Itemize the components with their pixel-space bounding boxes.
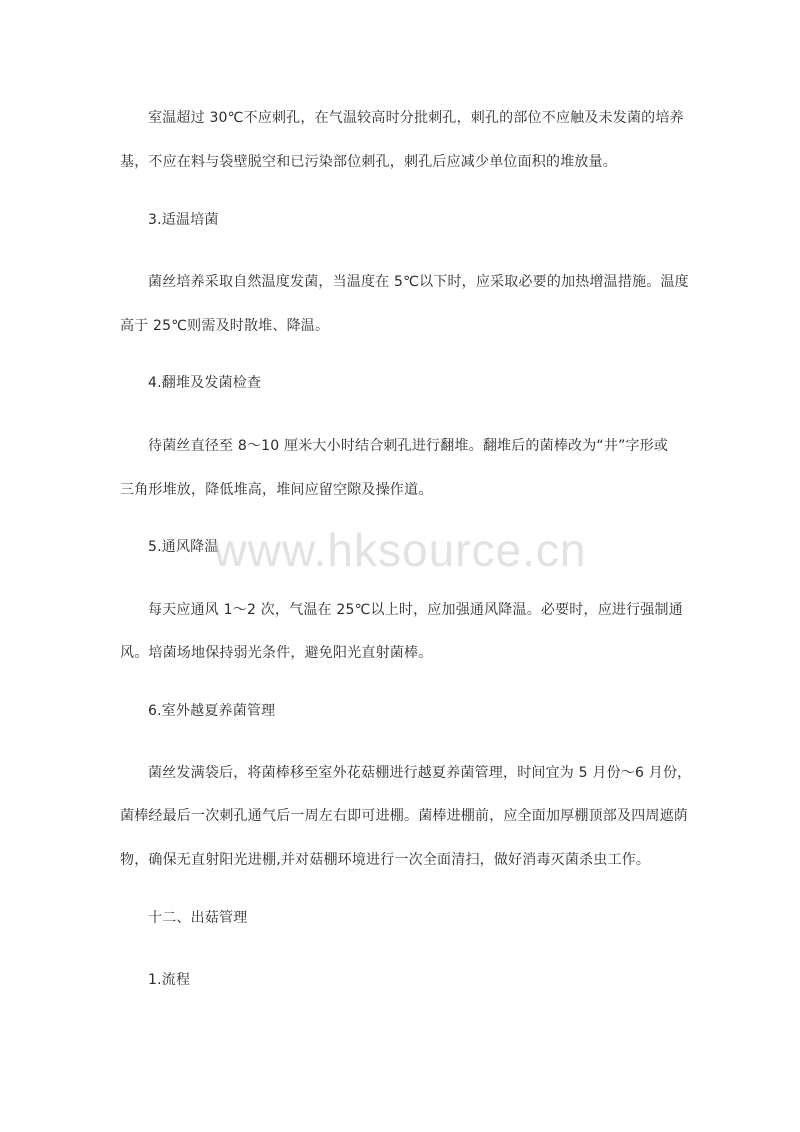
paragraph-line: 待菌丝直径至 8～10 厘米大小时结合刺孔进行翻堆。翻堆后的菌棒改为“井”字形或 (148, 438, 669, 454)
paragraph-line: 菌丝培养采取自然温度发菌，当温度在 5℃以下时，应采取必要的加热增温措施。温度 (148, 274, 689, 290)
chapter-heading: 十二、出菇管理 (148, 910, 248, 926)
paragraph-line: 菌棒经最后一次刺孔通气后一周左右即可进棚。菌棒进棚前，应全面加厚棚顶部及四周遮荫 (120, 808, 688, 824)
section-heading: 6.室外越夏养菌管理 (148, 703, 276, 719)
paragraph-line: 基，不应在料与袋壁脱空和已污染部位刺孔，刺孔后应减少单位面积的堆放量。 (120, 154, 617, 170)
paragraph-line: 每天应通风 1～2 次，气温在 25℃以上时，应加强通风降温。必要时，应进行强制通 (148, 602, 683, 618)
paragraph-line: 室温超过 30℃不应刺孔，在气温较高时分批刺孔，刺孔的部位不应触及未发菌的培养 (148, 110, 684, 126)
section-heading: 3.适温培菌 (148, 212, 219, 228)
section-heading: 1.流程 (148, 972, 191, 988)
paragraph-line: 风。培菌场地保持弱光条件，避免阳光直射菌棒。 (120, 645, 433, 661)
paragraph-line: 高于 25℃则需及时散堆、降温。 (120, 318, 330, 334)
paragraph-line: 三角形堆放，降低堆高，堆间应留空隙及操作道。 (120, 482, 433, 498)
section-heading: 5.通风降温 (148, 539, 219, 555)
section-heading: 4.翻堆及发菌检查 (148, 375, 262, 391)
watermark-text: www.hksource.cn (213, 524, 587, 576)
paragraph-line: 物，确保无直射阳光进棚,并对菇棚环境进行一次全面清扫，做好消毒灭菌杀虫工作。 (120, 852, 651, 868)
paragraph-line: 菌丝发满袋后，将菌棒移至室外花菇棚进行越夏养菌管理，时间宜为 5 月份～6 月份， (148, 765, 692, 781)
